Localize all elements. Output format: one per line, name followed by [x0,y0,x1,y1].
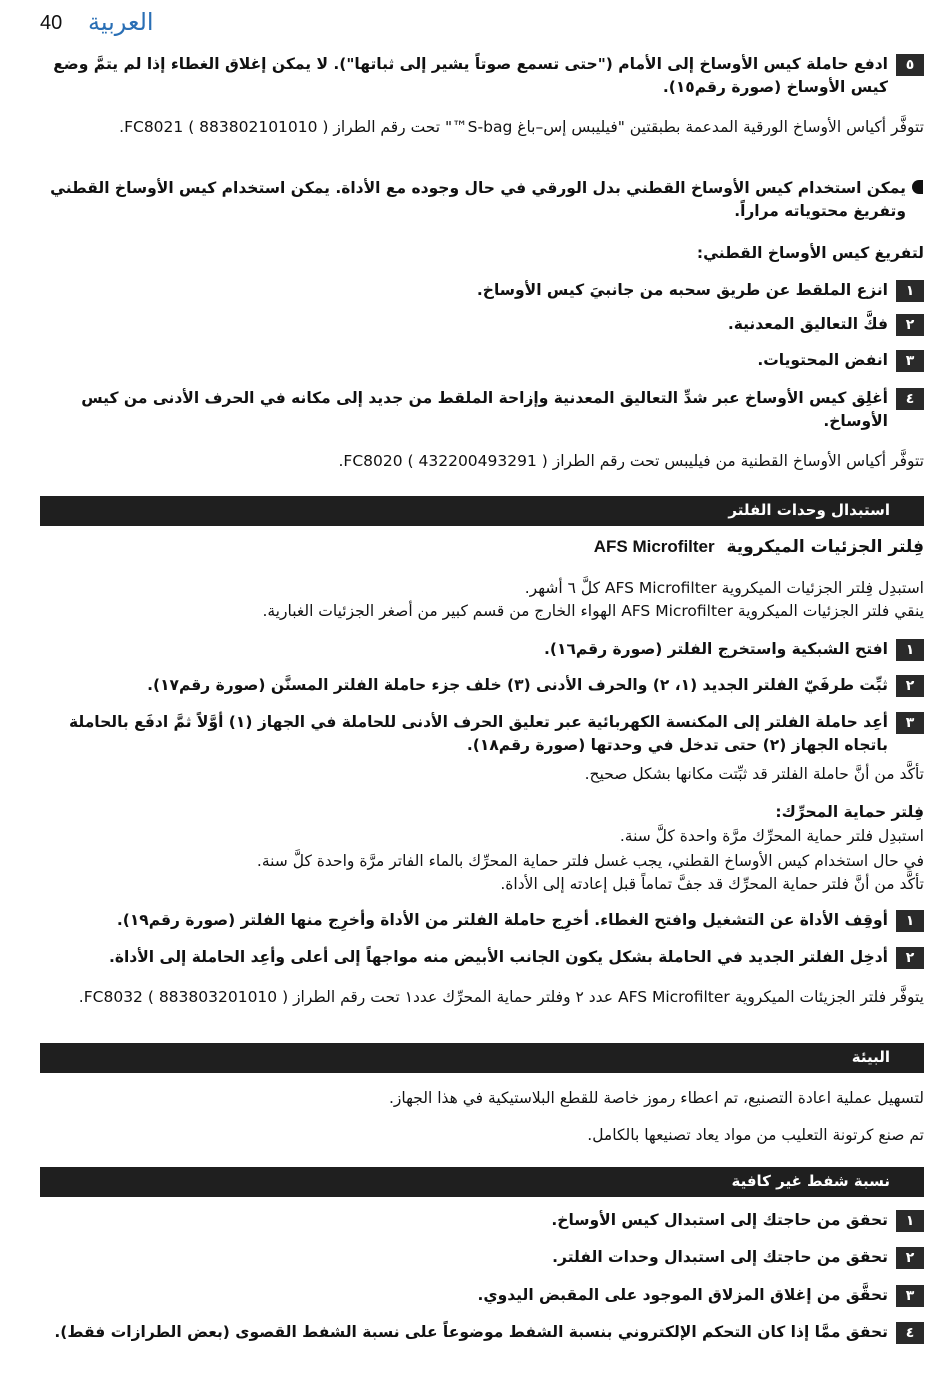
paragraph: استبدِل فِلتر الجزئيات الميكروية AFS Microfilter كلَّ ٦ أشهر. [524,579,924,597]
step-text: ثبِّت طرفَيّ الفلتر الجديد (١، ٢) والحرف الأدنى (٣) خلف جزء حاملة الفلتر المسنَّن (صورة رقم١٧). [147,676,888,694]
step-number: ١ [896,639,924,661]
step-number: ١ [896,910,924,932]
step-number: ٤ [896,388,924,410]
step-number: ٢ [896,314,924,336]
heading-arabic: فِلتر الجزئيات الميكروية [726,537,924,557]
step-number: ٢ [896,947,924,969]
step-text: فكَّ التعاليق المعدنية. [727,315,888,333]
section-title: نسبة شفط غير كافية [731,1172,890,1190]
step-text: انفض المحتويات. [757,351,888,369]
section-band [40,1167,924,1197]
step-text: افتح الشبكية واستخرج الفلتر (صورة رقم١٦). [544,640,888,658]
paragraph: تتوفَّر أكياس الأوساخ القطنية من فيليبس تحت رقم الطراز FC8020 ( 432200493291 ). [338,452,924,470]
paragraph: يتوفَّر فلتر الجزيئات الميكروية AFS Microfilter عدد ٢ وفلتر حماية المحرِّك عدد١ تحت رقم الطراز FC8032 ( 883803201010 ). [78,988,924,1006]
page-number: 40 [40,12,63,34]
subsection-heading: فِلتر حماية المحرِّك: [775,803,924,821]
step-text: انزع الملقط عن طريق سحبه من جانبيَ كيس الأوساخ. [476,281,888,299]
step-text: أغلِق كيس الأوساخ عبر شدِّ التعاليق المعدنية وإزاحة الملقط من جديد إلى مكانه في الحرف الأدنى من كيس الأوساخ. [81,389,888,430]
section-band [40,496,924,526]
heading-english: AFS Microfilter [593,537,715,556]
step-text: أدخِل الفلتر الجديد في الحاملة بشكل يكون الجانب الأبيض منه مواجهاً إلى أعلى وأعِد الحاملة إلى الأداة. [108,948,888,966]
subsection-heading [594,537,924,557]
step-text: تحقق من حاجتك إلى استبدال وحدات الفلتر. [552,1248,888,1266]
paragraph: تأكَّد من أنَّ فلتر حماية المحرِّك قد جفَّ تماماً قبل إعادته إلى الأداة. [500,875,924,893]
step-text: أعِد حاملة الفلتر إلى المكنسة الكهربائية عبر تعليق الحرف الأدنى للحاملة في الجهاز (١) أوَّلاً ثمَّ ادفَع بالحاملة باتجاه الجهاز (٢) حتى تدخل في وحدتها (صورة رقم١٨). [68,713,888,754]
paragraph: تتوفَّر أكياس الأوساخ الورقية المدعمة بطبقتين "فيليبس إس–باغ S-bag™" تحت رقم الطراز FC8021 ( 883802101010 ). [119,118,924,136]
paragraph: لتسهيل عملية اعادة التصنيع، تم اعطاء رموز خاصة للقطع البلاستيكية في هذا الجهاز. [388,1089,924,1107]
step-number: ٢ [896,675,924,697]
paragraph: استبدِل فلتر حماية المحرِّك مرَّة واحدة كلَّ سنة. [619,827,924,845]
step-number: ٢ [896,1247,924,1269]
paragraph: ينقي فلتر الجزئيات الميكروية AFS Microfilter الهواء الخارج من قسم كبير من أصغر الجزئيات الغبارية. [262,602,924,620]
bullet-icon [912,180,923,194]
step-text: تحقق من حاجتك إلى استبدال كيس الأوساخ. [551,1211,888,1229]
step-number: ١ [896,280,924,302]
step-number: ٤ [896,1322,924,1344]
bullet-text: يمكن استخدام كيس الأوساخ القطني بدل الورقي في حال وجوده مع الأداة. يمكن استخدام كيس الأوساخ القطني وتفريغ محتوياته مراراً. [50,179,906,220]
step-number: ١ [896,1210,924,1232]
language-label: العربية [88,8,154,36]
section-title: البيئة [851,1048,890,1066]
step-text: ادفع حاملة كيس الأوساخ إلى الأمام ("حتى تسمع صوتاً يشير إلى ثباتها"). لا يمكن إغلاق الغطاء إذا لم يتمَّ وضع كيس الأوساخ (صورة رقم١٥). [53,55,888,96]
section-title: استبدال وحدات الفلتر [728,501,890,519]
step-number: ٥ [896,54,924,76]
section-band [40,1043,924,1073]
step-text: تحقَّق من إغلاق المزلاق الموجود على المقبض اليدوي. [477,1286,888,1304]
step-number: ٣ [896,1285,924,1307]
step-text: تحقق ممَّا إذا كان التحكم الإلكتروني بنسبة الشفط موضوعاً على نسبة الشفط القصوى (بعض الطرازات فقط). [54,1323,888,1341]
step-number: ٣ [896,712,924,734]
step-number: ٣ [896,350,924,372]
paragraph: في حال استخدام كيس الأوساخ القطني، يجب غسل فلتر حماية المحرِّك بالماء الفاتر مرَّة واحدة كلَّ سنة. [256,852,924,870]
paragraph: تم صنع كرتونة التعليب من مواد يعاد تصنيعها بالكامل. [587,1126,924,1144]
step-text: أوقِف الأداة عن التشغيل وافتح الغطاء. أخرِج حاملة الفلتر من الأداة وأخرِج منها الفلتر (صورة رقم١٩). [116,911,888,929]
paragraph: تأكَّد من أنَّ حاملة الفلتر قد ثبِّتت مكانها بشكل صحيح. [584,765,924,783]
section-heading: لتفريغ كيس الأوساخ القطني: [696,244,924,262]
